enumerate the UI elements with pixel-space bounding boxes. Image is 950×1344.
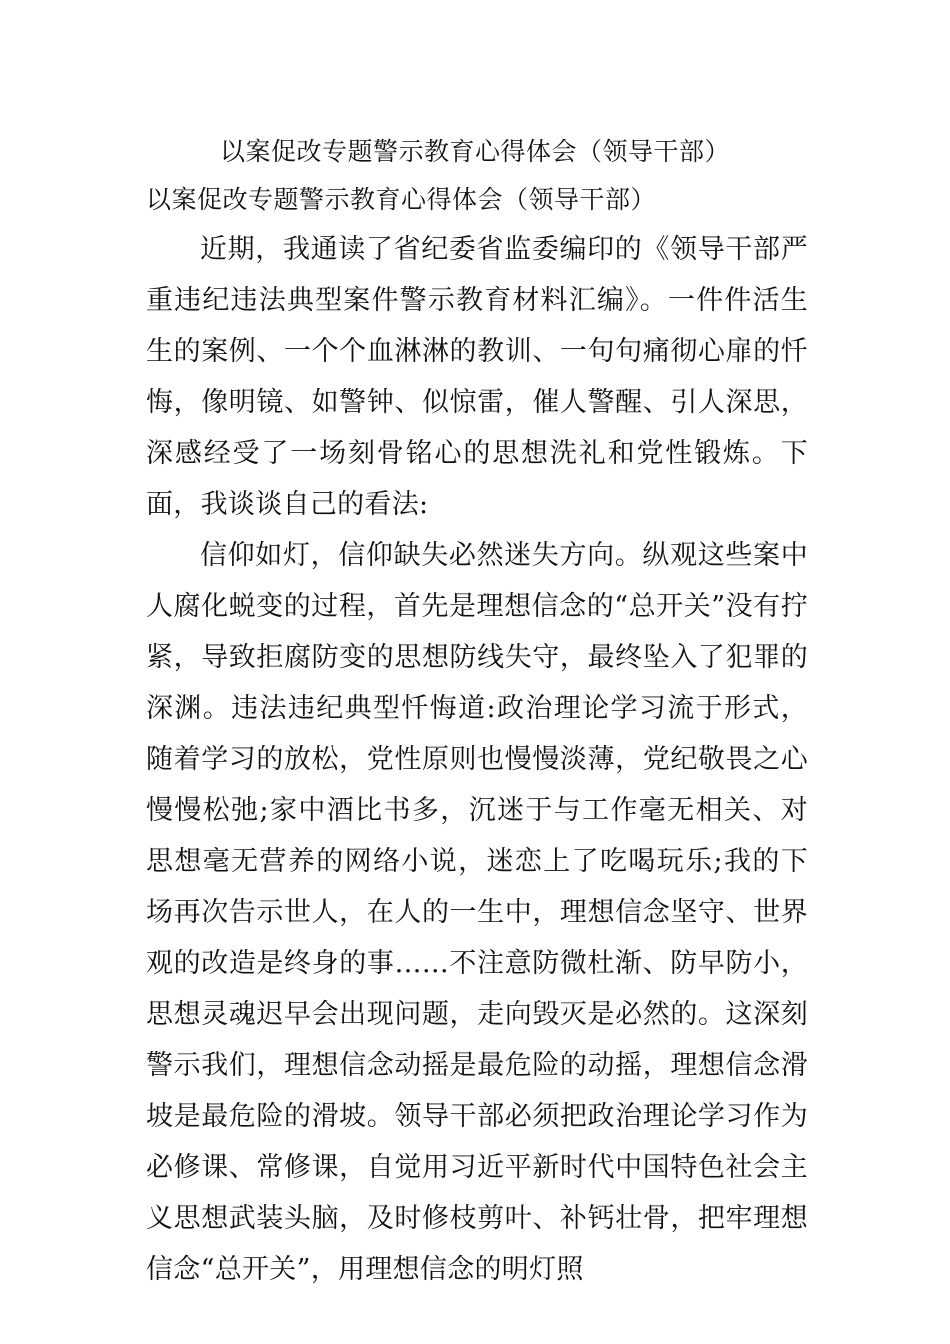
paragraph-faith: 信仰如灯，信仰缺失必然迷失方向。纵观这些案中人腐化蜕变的过程，首先是理想信念的“总开关”没有拧紧，导致拒腐防变的思想防线失守，最终坠入了犯罪的深渊。违法违纪典型忏悔道:政治理论学习流于形式，随着学习的放松，党性原则也慢慢淡薄，党纪敬畏之心慢慢松弛;家中酒比书多，沉迷于与工作毫无相关、对思想毫无营养的网络小说，迷恋上了吃喝玩乐;我的下场再次告示世人，在人的一生中，理想信念坚守、世界观的改造是终身的事……不注意防微杜渐、防早防小，思想灵魂迟早会出现问题，走向毁灭是必然的。这深刻警示我们，理想信念动摇是最危险的动摇，理想信念滑坡是最危险的滑坡。领导干部必须把政治理论学习作为必修课、常修课，自觉用习近平新时代中国特色社会主义思想武装头脑，及时修枝剪叶、补钙壮骨，把牢理想信念“总开关”，用理想信念的明灯照	[146, 540, 808, 1285]
document-title: 以案促改专题警示教育心得体会（领导干部）	[219, 137, 730, 166]
document-subtitle: 以案促改专题警示教育心得体会（领导干部）	[146, 185, 657, 214]
paragraph-intro: 近期，我通读了省纪委省监委编印的《领导干部严重违纪违法典型案件警示教育材料汇编》。一件件活生生的案例、一个个血淋淋的教训、一句句痛彻心扉的忏悔，像明镜、如警钟、似惊雷，催人警醒、引人深思，深感经受了一场刻骨铭心的思想洗礼和党性锻炼。下面，我谈谈自己的看法:	[146, 234, 808, 520]
document-body	[146, 224, 808, 1295]
